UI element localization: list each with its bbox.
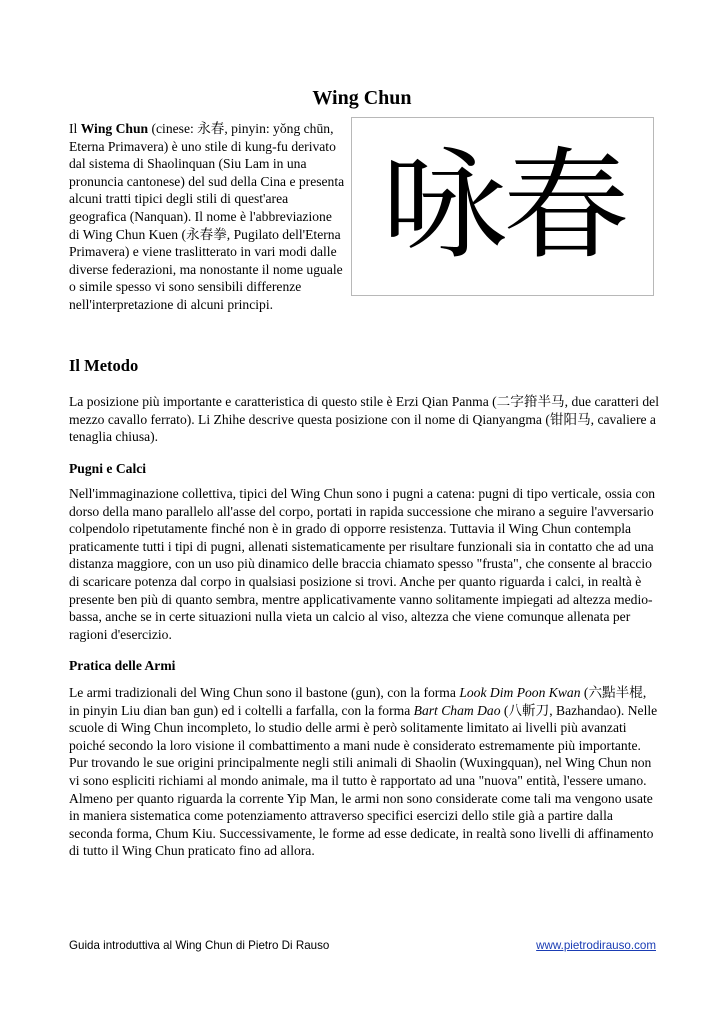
armi-text-2: (六點半棍, in pinyin Liu dian ban gun) ed i coltelli a farfalla, con la forma: [69, 685, 647, 718]
armi-text-1: Le armi tradizionali del Wing Chun sono il bastone (gun), con la forma: [69, 685, 460, 700]
paragraph-metodo: La posizione più importante e caratteristica di questo stile è Erzi Qian Panma (二字箝半马, due caratteri del mezzo cavallo ferrato). Li Zhihe descrive questa posizione con il nome di Qianyangma (钳阳马, cavaliere a tenaglia chiusa).: [69, 394, 659, 445]
section-heading-armi: Pratica delle Armi: [69, 658, 176, 673]
footer-credit: Guida introduttiva al Wing Chun di Pietro Di Rauso: [69, 939, 330, 952]
section-heading-metodo: Il Metodo: [69, 356, 139, 375]
calligraphy-characters: 咏春: [380, 136, 625, 276]
armi-italic-2: Bart Cham Dao: [413, 702, 501, 718]
intro-text: (cinese: 永春, pinyin: yǒng chūn, Eterna Primavera) è uno stile di kung-fu derivato dal sistema di Shaolinquan (Siu Lam in una pronuncia cantonese) del sud della Cina e presenta alcuni tratti tipici degli stili di quest'area geografica (Nanquan). Il nome è l'abbreviazione di Wing Chun Kuen (永春拳, Pugilato dell'Eterna Primavera) e viene traslitterato in vari modi dalle diverse federazioni, ma nonostante il nome uguale o simile spesso vi sono sensibili differenze nell'interpretazione di alcuni principi.: [69, 121, 345, 312]
page-title: Wing Chun: [312, 87, 412, 109]
section-heading-pugni: Pugni e Calci: [69, 461, 147, 476]
paragraph-pugni: Nell'immaginazione collettiva, tipici del Wing Chun sono i pugni a catena: pugni di tipo verticale, ossia con dorso della mano parallelo all'asse del corpo, portati in rapida successione che mirano a seguire l'avversario colpendolo ripetutamente finché non è in grado di opporre resistenza. Tuttavia il Wing Chun contempla praticamente tutti i tipi di pugni, allenati sistematicamente per risultare funzionali sia in contatto che ad una distanza maggiore, con un uso più dinamico delle braccia chiamato spesso "frusta", che consente al braccio di scaricare potenza dal corpo in qualsiasi posizione si trovi. Anche per quanto riguarda i calci, in realtà è presente ben più di quanto sembra, mentre applicativamente vanno solitamente impiegati ad altezza medio-bassa, anche se in certe situazioni nulla vieta un calcio al viso, altezza che viene comunque allenata per ragioni d'esercizio.: [69, 486, 656, 642]
intro-bold-term: Wing Chun: [80, 121, 149, 136]
paragraph-armi: [69, 684, 659, 860]
armi-text-3: (八斬刀, Bazhandao). Nelle scuole di Wing Chun incompleto, lo studio delle armi è però solitamente limitato ai livelli più avanzati poiché secondo la loro visione il combattimento a mani nude è considerato estremamente più importante. Pur trovando le sue origini principalmente negli stili animali di Shaolin (Wuxingquan), nel Wing Chun non vi sono espliciti richiami al mondo animale, ma il tutto è rapportato ad una "nuova" entità, l'essere umano. Almeno per quanto riguarda la corrente Yip Man, le armi non sono considerate come tali ma vengono usate in maniera sistematica come potenziamento attraverso specifici esercizi dello stile già a partire dalla seconda forma, Chum Kiu. Successivamente, le forme ad esse dedicate, in realtà sono livelli di affinamento di tutto il Wing Chun praticato fino ad allora.: [69, 702, 658, 859]
intro-pre: Il: [69, 121, 81, 136]
footer-website-link[interactable]: www.pietrodirauso.com: [536, 939, 656, 952]
armi-italic-1: Look Dim Poon Kwan: [459, 685, 581, 700]
calligraphy-image: [351, 117, 654, 296]
intro-paragraph: [69, 120, 345, 314]
